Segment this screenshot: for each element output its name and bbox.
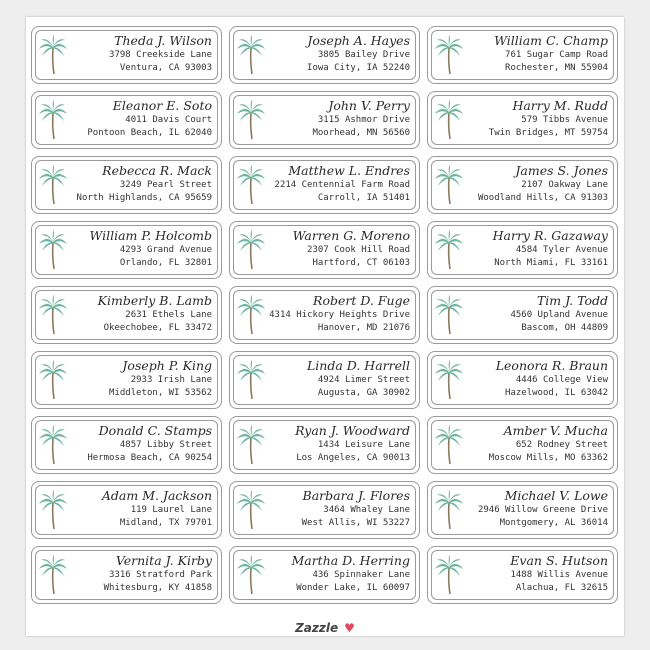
- address-block: [266, 97, 410, 140]
- street-address: 3115 Ashmor Drive: [317, 115, 410, 125]
- address-block: [464, 227, 608, 270]
- address-label: [31, 546, 222, 604]
- recipient-name: Robert D. Fuge: [313, 293, 410, 308]
- address-label: [427, 91, 618, 149]
- recipient-name: Warren G. Moreno: [292, 228, 410, 243]
- recipient-name: Linda D. Harrell: [307, 358, 410, 373]
- address-block: [266, 162, 410, 205]
- palm-tree-icon: [434, 100, 464, 140]
- street-address: 4857 Libby Street: [119, 440, 212, 450]
- heart-icon[interactable]: ♥: [344, 621, 355, 635]
- city-state-zip: Iowa City, IA 52240: [307, 63, 410, 73]
- palm-tree-icon: [434, 490, 464, 530]
- address-block: [266, 422, 410, 465]
- address-label: [229, 351, 420, 409]
- palm-tree-icon: [434, 360, 464, 400]
- city-state-zip: Hazelwood, IL 63042: [505, 388, 608, 398]
- city-state-zip: Middleton, WI 53562: [109, 388, 212, 398]
- address-label: [31, 351, 222, 409]
- city-state-zip: Hermosa Beach, CA 90254: [87, 453, 212, 463]
- address-label: [31, 26, 222, 84]
- city-state-zip: Montgomery, AL 36014: [499, 518, 608, 528]
- street-address: 2631 Ethels Lane: [125, 310, 212, 320]
- address-block: [464, 357, 608, 400]
- street-address: 3464 Whaley Lane: [323, 505, 410, 515]
- palm-tree-icon: [236, 555, 266, 595]
- address-block: [464, 422, 608, 465]
- recipient-name: Theda J. Wilson: [114, 33, 212, 48]
- city-state-zip: Okeechobee, FL 33472: [103, 323, 212, 333]
- street-address: 3249 Pearl Street: [119, 180, 212, 190]
- street-address: 4560 Upland Avenue: [510, 310, 608, 320]
- recipient-name: William P. Holcomb: [89, 228, 212, 243]
- palm-tree-icon: [38, 230, 68, 270]
- recipient-name: Tim J. Todd: [536, 293, 608, 308]
- street-address: 652 Rodney Street: [515, 440, 608, 450]
- address-block: [68, 292, 212, 335]
- address-label: [229, 286, 420, 344]
- palm-tree-icon: [38, 360, 68, 400]
- street-address: 4924 Limer Street: [317, 375, 410, 385]
- street-address: 4011 Davis Court: [125, 115, 212, 125]
- palm-tree-icon: [236, 35, 266, 75]
- palm-tree-icon: [38, 490, 68, 530]
- city-state-zip: West Allis, WI 53227: [301, 518, 410, 528]
- street-address: 436 Spinnaker Lane: [312, 570, 410, 580]
- street-address: 3798 Creekside Lane: [109, 50, 212, 60]
- address-label: [427, 351, 618, 409]
- address-label: [427, 416, 618, 474]
- street-address: 3316 Stratford Park: [109, 570, 212, 580]
- street-address: 2214 Centennial Farm Road: [274, 180, 410, 190]
- recipient-name: Harry M. Rudd: [512, 98, 608, 113]
- city-state-zip: Hartford, CT 06103: [312, 258, 410, 268]
- palm-tree-icon: [38, 425, 68, 465]
- city-state-zip: Hanover, MD 21076: [317, 323, 410, 333]
- street-address: 4293 Grand Avenue: [119, 245, 212, 255]
- address-label: [229, 26, 420, 84]
- address-block: [464, 32, 608, 75]
- palm-tree-icon: [236, 165, 266, 205]
- city-state-zip: Orlando, FL 32801: [119, 258, 212, 268]
- address-label: [427, 286, 618, 344]
- recipient-name: Donald C. Stamps: [98, 423, 212, 438]
- palm-tree-icon: [434, 35, 464, 75]
- palm-tree-icon: [38, 100, 68, 140]
- street-address: 1488 Willis Avenue: [510, 570, 608, 580]
- city-state-zip: Rochester, MN 55904: [505, 63, 608, 73]
- recipient-name: Leonora R. Braun: [495, 358, 608, 373]
- address-label: [229, 416, 420, 474]
- city-state-zip: Los Angeles, CA 90013: [296, 453, 410, 463]
- address-block: [68, 227, 212, 270]
- recipient-name: Joseph A. Hayes: [307, 33, 410, 48]
- address-block: [464, 487, 608, 530]
- city-state-zip: Wonder Lake, IL 60097: [296, 583, 410, 593]
- recipient-name: James S. Jones: [515, 163, 608, 178]
- street-address: 119 Laurel Lane: [130, 505, 212, 515]
- address-label: [229, 221, 420, 279]
- street-address: 3805 Bailey Drive: [317, 50, 410, 60]
- address-block: [68, 32, 212, 75]
- city-state-zip: Bascom, OH 44809: [521, 323, 608, 333]
- street-address: 2933 Irish Lane: [130, 375, 212, 385]
- city-state-zip: Augusta, GA 30902: [317, 388, 410, 398]
- city-state-zip: Carroll, IA 51401: [317, 193, 410, 203]
- address-block: [266, 292, 410, 335]
- address-block: [68, 162, 212, 205]
- address-label: [427, 546, 618, 604]
- address-block: [266, 227, 410, 270]
- recipient-name: Martha D. Herring: [291, 553, 410, 568]
- city-state-zip: Alachua, FL 32615: [515, 583, 608, 593]
- address-label: [427, 481, 618, 539]
- label-sheet: [26, 17, 624, 636]
- palm-tree-icon: [38, 295, 68, 335]
- recipient-name: Joseph P. King: [122, 358, 212, 373]
- palm-tree-icon: [236, 100, 266, 140]
- recipient-name: Amber V. Mucha: [503, 423, 608, 438]
- recipient-name: Barbara J. Flores: [302, 488, 410, 503]
- street-address: 761 Sugar Camp Road: [505, 50, 608, 60]
- city-state-zip: Moorhead, MN 56560: [312, 128, 410, 138]
- city-state-zip: Pontoon Beach, IL 62040: [87, 128, 212, 138]
- city-state-zip: Midland, TX 79701: [119, 518, 212, 528]
- address-label: [31, 156, 222, 214]
- palm-tree-icon: [38, 165, 68, 205]
- recipient-name: Adam M. Jackson: [101, 488, 212, 503]
- address-block: [464, 292, 608, 335]
- address-block: [266, 552, 410, 595]
- recipient-name: Ryan J. Woodward: [295, 423, 410, 438]
- street-address: 2307 Cook Hill Road: [307, 245, 410, 255]
- street-address: 2107 Oakway Lane: [521, 180, 608, 190]
- street-address: 1434 Leisure Lane: [317, 440, 410, 450]
- address-label: [229, 156, 420, 214]
- palm-tree-icon: [434, 295, 464, 335]
- city-state-zip: North Highlands, CA 95659: [76, 193, 212, 203]
- palm-tree-icon: [434, 230, 464, 270]
- address-block: [464, 162, 608, 205]
- city-state-zip: Woodland Hills, CA 91303: [477, 193, 608, 203]
- palm-tree-icon: [434, 425, 464, 465]
- recipient-name: John V. Perry: [328, 98, 410, 113]
- label-grid: [31, 26, 618, 604]
- address-label: [229, 91, 420, 149]
- address-label: [31, 221, 222, 279]
- address-label: [427, 221, 618, 279]
- address-block: [266, 32, 410, 75]
- recipient-name: Kimberly B. Lamb: [97, 293, 212, 308]
- street-address: 4584 Tyler Avenue: [515, 245, 608, 255]
- address-block: [266, 487, 410, 530]
- brand-logo[interactable]: Zazzle: [295, 621, 339, 635]
- address-label: [31, 481, 222, 539]
- palm-tree-icon: [434, 165, 464, 205]
- recipient-name: Evan S. Hutson: [510, 553, 608, 568]
- city-state-zip: Twin Bridges, MT 59754: [488, 128, 608, 138]
- street-address: 4446 College View: [515, 375, 608, 385]
- address-block: [68, 357, 212, 400]
- address-label: [427, 26, 618, 84]
- palm-tree-icon: [38, 555, 68, 595]
- address-block: [68, 487, 212, 530]
- address-block: [68, 422, 212, 465]
- palm-tree-icon: [236, 295, 266, 335]
- address-block: [68, 97, 212, 140]
- street-address: 4314 Hickory Heights Drive: [269, 310, 410, 320]
- address-label: [31, 286, 222, 344]
- recipient-name: William C. Champ: [494, 33, 608, 48]
- address-label: [229, 546, 420, 604]
- recipient-name: Michael V. Lowe: [504, 488, 608, 503]
- palm-tree-icon: [434, 555, 464, 595]
- city-state-zip: North Miami, FL 33161: [494, 258, 608, 268]
- address-label: [427, 156, 618, 214]
- recipient-name: Eleanor E. Soto: [112, 98, 212, 113]
- recipient-name: Matthew L. Endres: [288, 163, 410, 178]
- street-address: 579 Tibbs Avenue: [521, 115, 608, 125]
- recipient-name: Vernita J. Kirby: [115, 553, 212, 568]
- city-state-zip: Ventura, CA 93003: [119, 63, 212, 73]
- palm-tree-icon: [236, 425, 266, 465]
- address-label: [31, 91, 222, 149]
- city-state-zip: Whitesburg, KY 41858: [103, 583, 212, 593]
- street-address: 2946 Willow Greene Drive: [477, 505, 608, 515]
- palm-tree-icon: [236, 230, 266, 270]
- footer: [26, 621, 624, 635]
- address-block: [464, 552, 608, 595]
- address-label: [31, 416, 222, 474]
- palm-tree-icon: [38, 35, 68, 75]
- recipient-name: Harry R. Gazaway: [492, 228, 608, 243]
- palm-tree-icon: [236, 490, 266, 530]
- recipient-name: Rebecca R. Mack: [102, 163, 212, 178]
- city-state-zip: Moscow Mills, MO 63362: [488, 453, 608, 463]
- address-label: [229, 481, 420, 539]
- address-block: [266, 357, 410, 400]
- address-block: [464, 97, 608, 140]
- palm-tree-icon: [236, 360, 266, 400]
- address-block: [68, 552, 212, 595]
